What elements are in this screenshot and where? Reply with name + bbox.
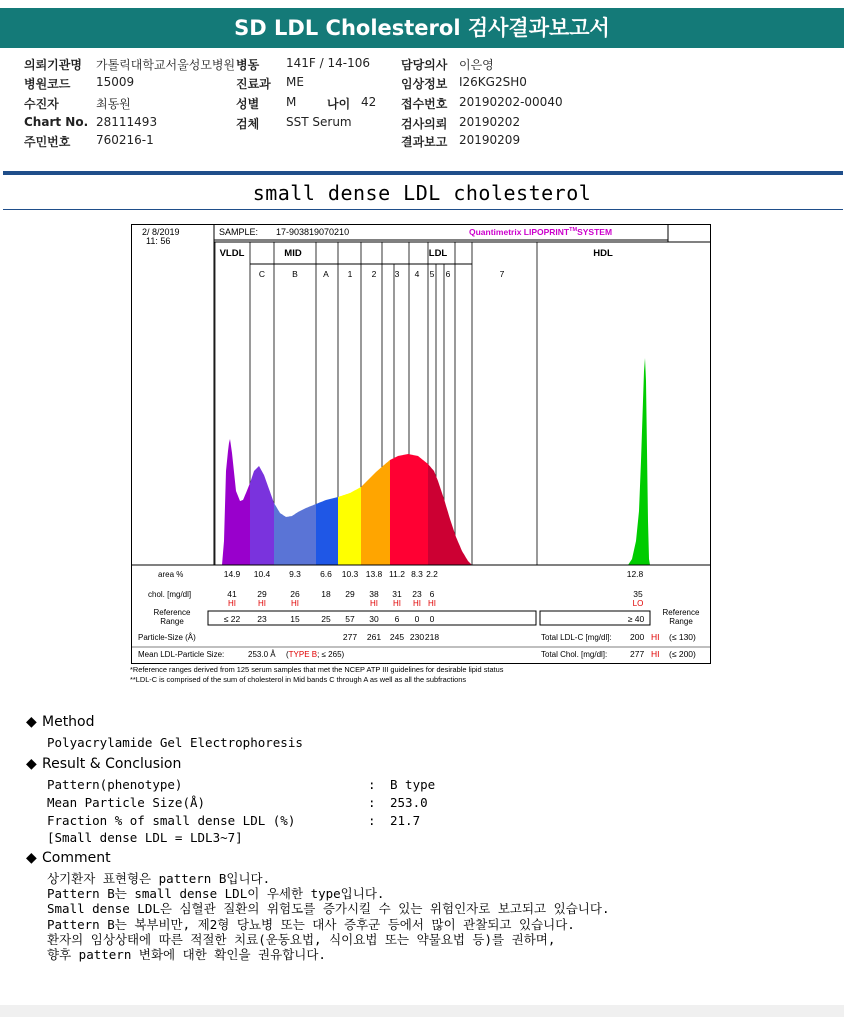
- row-label: Range: [160, 617, 184, 626]
- info-label: 수진자: [24, 97, 59, 111]
- band-label: 1: [347, 269, 353, 279]
- info-value: 141F / 14-106: [286, 56, 370, 70]
- info-value: 가톨릭대학교서울성모병원: [96, 58, 236, 72]
- chol-value: 6: [429, 589, 435, 599]
- info-value: M: [286, 95, 297, 109]
- ref-value: 23: [257, 614, 267, 624]
- group-label: LDL: [428, 248, 448, 259]
- ref-value: ≤ 22: [223, 614, 241, 624]
- mean-value: 253.0 Å: [248, 650, 276, 659]
- bullet-icon: ◆: [26, 714, 37, 730]
- info-label: 결과보고: [401, 135, 448, 149]
- hdl-chol-value: 35: [633, 589, 643, 599]
- lipoprint-report: [128, 221, 712, 690]
- comment-line: Pattern B는 복부비만, 제2형 당뇨병 또는 대사 증후군 등에서 많이 관찰되고 있습니다.: [47, 916, 575, 932]
- info-value: 20190202-00040: [459, 95, 563, 109]
- footnote: *Reference ranges derived from 125 serum samples that met the NCEP ATP III guidelines for desirable lipid status: [130, 665, 504, 674]
- result-value: B type: [390, 777, 436, 792]
- flag-value: HI: [291, 599, 299, 608]
- comment-line: Pattern B는 small dense LDL이 우세한 type입니다.: [47, 886, 385, 902]
- ref-value: 30: [369, 614, 379, 624]
- row-label: Range: [669, 617, 693, 626]
- info-label: Chart No.: [24, 115, 89, 129]
- total-chol-flag: HI: [651, 649, 660, 659]
- comment-line: Small dense LDL은 심혈관 질환의 위험도를 증가시킬 수 있는 위험인자로 보고되고 있습니다.: [47, 901, 610, 917]
- info-label: 나이: [327, 97, 351, 111]
- chol-value: 18: [321, 589, 331, 599]
- comment-heading: ◆ Comment: [26, 850, 111, 866]
- info-label: 담당의사: [401, 58, 448, 72]
- chart-subtitle: small dense LDL cholesterol: [252, 181, 592, 205]
- hdl-flag: LO: [632, 599, 644, 608]
- result-key: Fraction % of small dense LDL (%): [47, 813, 296, 828]
- area-value: 9.3: [289, 569, 301, 579]
- mean-type: (TYPE B; ≤ 265): [286, 650, 345, 659]
- total-chol-value: 277: [630, 649, 645, 659]
- particle-size-value: 277: [342, 632, 358, 642]
- info-value: 42: [361, 95, 377, 109]
- group-label: MID: [284, 248, 302, 259]
- result-key: Pattern(phenotype): [47, 777, 183, 792]
- area-value: 2.2: [426, 569, 438, 579]
- info-value: 760216-1: [96, 133, 154, 147]
- comment-line: 환자의 임상상태에 따른 적절한 치료(운동요법, 식이요법 또는 약물요법 등)를 권하며,: [47, 931, 556, 947]
- chol-value: 23: [412, 589, 422, 599]
- flag-value: HI: [258, 599, 266, 608]
- mean-label: Mean LDL-Particle Size:: [138, 650, 225, 659]
- band-area: [338, 487, 361, 565]
- info-value: 20190209: [459, 133, 521, 147]
- group-label: VLDL: [219, 248, 245, 259]
- flag-value: HI: [393, 599, 401, 608]
- row-label: Particle-Size (Å): [138, 633, 196, 642]
- ref-value: 57: [345, 614, 355, 624]
- info-label: 병동: [236, 58, 260, 72]
- ref-value: 15: [290, 614, 300, 624]
- result-key: Mean Particle Size(Å): [47, 795, 206, 810]
- info-value: SST Serum: [286, 115, 352, 129]
- band-label: A: [323, 269, 329, 279]
- total-ldl-value: 200: [630, 632, 645, 642]
- result-note: [Small dense LDL = LDL3~7]: [47, 830, 243, 845]
- band-label: 6: [445, 269, 451, 279]
- result-heading: ◆ Result & Conclusion: [26, 756, 182, 772]
- area-value: 11.2: [389, 569, 405, 579]
- comment-line: 향후 pattern 변화에 대한 확인을 권유합니다.: [47, 947, 326, 962]
- band-label: 5: [429, 269, 435, 279]
- info-label: 접수번호: [401, 97, 448, 111]
- chol-value: 31: [392, 589, 402, 599]
- info-label: 진료과: [236, 77, 271, 91]
- info-value: I26KG2SH0: [459, 75, 527, 89]
- band-label: B: [292, 269, 298, 279]
- info-label: 검사의뢰: [401, 117, 448, 131]
- sample-label: SAMPLE:: [219, 227, 259, 237]
- flag-value: HI: [428, 599, 436, 608]
- area-value: 6.6: [320, 569, 332, 579]
- group-label: HDL: [593, 248, 613, 259]
- band-area: [390, 454, 428, 565]
- ref-value: 6: [394, 614, 400, 624]
- info-label: 의뢰기관명: [24, 58, 82, 72]
- band-area: [316, 497, 338, 565]
- ref-value: 0: [429, 614, 435, 624]
- divider: [3, 209, 843, 210]
- total-chol-label: Total Chol. [mg/dl]:: [541, 650, 608, 659]
- comment-line: 상기환자 표현형은 pattern B입니다.: [47, 871, 271, 886]
- info-value: 최동원: [96, 97, 131, 111]
- info-value: 이은영: [459, 58, 494, 72]
- method-heading: ◆ Method: [26, 714, 95, 730]
- band-label: 4: [414, 269, 420, 279]
- method-text: Polyacrylamide Gel Electrophoresis: [47, 735, 303, 750]
- ref-value: 0: [414, 614, 420, 624]
- total-ldl-flag: HI: [651, 632, 660, 642]
- flag-value: HI: [370, 599, 378, 608]
- footnote: **LDL-C is comprised of the sum of cholesterol in Mid bands C through A as well as all the subfractions: [130, 675, 467, 684]
- info-value: 28111493: [96, 115, 158, 129]
- particle-size-value: 230: [409, 632, 425, 642]
- area-value: 8.3: [411, 569, 423, 579]
- ref-value: 25: [321, 614, 331, 624]
- bullet-icon: ◆: [26, 756, 37, 772]
- info-label: 병원코드: [24, 77, 71, 91]
- info-label: 임상정보: [401, 77, 448, 91]
- particle-size-value: 245: [389, 632, 405, 642]
- result-colon: :: [368, 813, 376, 828]
- chol-value: 41: [227, 589, 237, 599]
- brand-label: Quantimetrix LIPOPRINT™SYSTEM: [469, 227, 613, 237]
- flag-value: HI: [413, 599, 421, 608]
- area-value: 13.8: [365, 569, 383, 579]
- area-value: 10.3: [341, 569, 359, 579]
- total-ldl-ref: (≤ 130): [669, 632, 696, 642]
- area-value: 14.9: [223, 569, 241, 579]
- chol-value: 29: [345, 589, 355, 599]
- report-time: 11: 56: [146, 236, 171, 246]
- band-label: C: [258, 269, 266, 279]
- result-value: 21.7: [390, 813, 421, 828]
- report-date: 2/ 8/2019: [142, 227, 180, 237]
- sample-id: 17-903819070210: [276, 227, 350, 237]
- row-label: Reference: [153, 608, 191, 617]
- band-label: 7: [499, 269, 505, 279]
- hdl-area-value: 12.8: [626, 569, 644, 579]
- result-colon: :: [368, 795, 376, 810]
- area-value: 10.4: [253, 569, 271, 579]
- info-value: 15009: [96, 75, 135, 89]
- divider: [3, 171, 843, 175]
- hdl-ref-value: ≥ 40: [627, 614, 645, 624]
- report-title: SD LDL Cholesterol 검사결과보고서: [0, 8, 844, 48]
- total-chol-ref: (≤ 200): [669, 649, 696, 659]
- result-colon: :: [368, 777, 376, 792]
- chol-value: 38: [369, 589, 379, 599]
- row-label: chol. [mg/dl]: [148, 590, 192, 599]
- info-label: 검체: [236, 117, 260, 131]
- row-label: area %: [158, 570, 184, 579]
- info-label: 성별: [236, 97, 260, 111]
- info-label: 주민번호: [24, 135, 71, 149]
- flag-value: HI: [228, 599, 236, 608]
- bullet-icon: ◆: [26, 850, 37, 866]
- info-value: 20190202: [459, 115, 521, 129]
- particle-size-value: 261: [366, 632, 382, 642]
- result-value: 253.0: [390, 795, 428, 810]
- band-label: 3: [394, 269, 400, 279]
- row-label: Reference: [662, 608, 700, 617]
- chol-value: 29: [257, 589, 267, 599]
- total-ldl-label: Total LDL-C [mg/dl]:: [541, 633, 612, 642]
- chol-value: 26: [290, 589, 300, 599]
- band-label: 2: [371, 269, 377, 279]
- info-value: ME: [286, 75, 304, 89]
- particle-size-value: 218: [424, 632, 440, 642]
